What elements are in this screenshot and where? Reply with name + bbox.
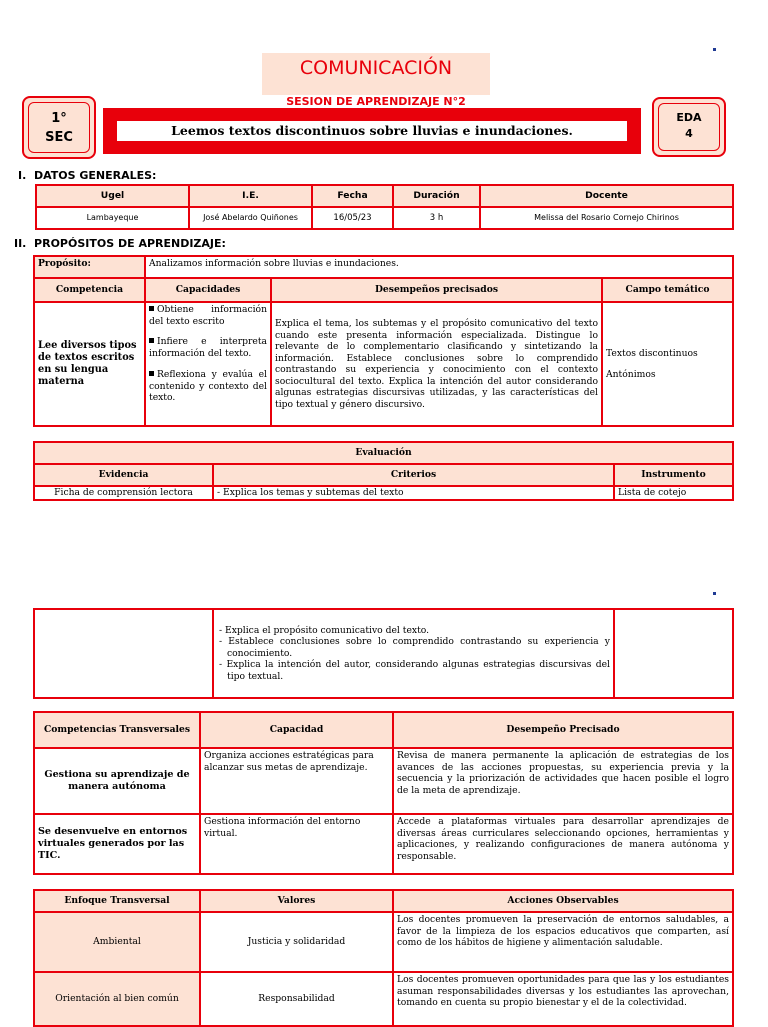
datos-generales-table <box>35 184 734 230</box>
header-acciones: Acciones Observables <box>393 890 733 912</box>
grade-label-line1: 1° <box>51 111 67 126</box>
value-duracion: 3 h <box>393 207 480 229</box>
criterios-continuation-cell <box>213 609 614 698</box>
criterio-item: - Explica el propósito comunicativo del texto. <box>219 624 430 636</box>
eda-label-line1: EDA <box>676 111 702 124</box>
header-ie: I.E. <box>189 185 312 207</box>
header-criterios: Criterios <box>213 464 614 486</box>
transversales-table <box>33 711 734 875</box>
header-docente: Docente <box>480 185 733 207</box>
capacidad-item: Obtiene información del texto escrito <box>149 304 267 327</box>
header-instrumento: Instrumento <box>614 464 733 486</box>
evidencia-cell-empty <box>34 609 213 698</box>
desempenos-cell: Explica el tema, los subtemas y el propósito comunicativo del texto cuando este presenta información especializada. Distingue lo relevante de lo complementario clasificando y sintetizando la información. Establece conclusiones sobre lo comprendido contrastando su experiencia y conocimiento con el contexto sociocultural del texto. Explica la intención del autor considerando algunas estrategias discursivas utilizadas, y las características del tipo textual y género discursivo. <box>271 302 602 426</box>
capacidades-cell <box>145 302 271 426</box>
page-title: COMUNICACIÓN <box>262 53 490 95</box>
acciones-cell: Los docentes promueven oportunidades para que las y los estudiantes asuman responsabilidades diversas y los estudiantes las aprovechan, tomando en cuenta su propio bienestar y el de la colectividad. <box>393 972 733 1026</box>
capacidad-item: Infiere e interpreta información del texto. <box>149 336 267 359</box>
grade-badge <box>22 96 96 159</box>
value-ugel: Lambayeque <box>36 207 189 229</box>
transversal-capacidad: Gestiona información del entorno virtual. <box>200 814 393 874</box>
criterio-item: - Establece conclusiones sobre lo comprendido contrastando su experiencia y conocimiento. <box>219 636 610 659</box>
transversal-competencia: Gestiona su aprendizaje de manera autónoma <box>34 748 200 814</box>
propositos-heading-text: PROPÓSITOS DE APRENDIZAJE: <box>34 237 226 250</box>
eda-label-line2: 4 <box>685 127 693 140</box>
transversal-desempeno: Accede a plataformas virtuales para desarrollar aprendizajes de diversas áreas curriculares seleccionando opciones, herramientas y aplicaciones, y realizando configuraciones de manera autónoma y responsable. <box>393 814 733 874</box>
proposito-label: Propósito: <box>34 256 145 278</box>
header-campo: Campo temático <box>602 278 733 302</box>
campo-cell <box>602 302 733 426</box>
header-desempeno-precisado: Desempeño Precisado <box>393 712 733 748</box>
criterio-cell: - Explica los temas y subtemas del texto <box>213 486 614 500</box>
header-duracion: Duración <box>393 185 480 207</box>
propositos-heading <box>14 237 226 250</box>
header-competencia: Competencia <box>34 278 145 302</box>
eda-badge <box>652 97 726 157</box>
valores-cell: Responsabilidad <box>200 972 393 1026</box>
criterio-item: - Explica la intención del autor, considerando algunas estrategias discursivas del tipo textual. <box>219 659 610 682</box>
header-capacidad: Capacidad <box>200 712 393 748</box>
propositos-table <box>33 255 734 427</box>
header-ugel: Ugel <box>36 185 189 207</box>
enfoque-cell: Orientación al bien común <box>34 972 200 1026</box>
header-capacidades: Capacidades <box>145 278 271 302</box>
evaluacion-table <box>33 441 734 501</box>
instrumento-cell-empty <box>614 609 733 698</box>
propositos-heading-number: II. <box>14 237 27 250</box>
proposito-text: Analizamos información sobre lluvias e inundaciones. <box>145 256 733 278</box>
transversal-desempeno: Revisa de manera permanente la aplicación de estrategias de los avances de las acciones propuestas, su experiencia previa y la secuencia y la priorización de actividades que hacen posible el logro de la meta de aprendizaje. <box>393 748 733 814</box>
datos-heading-text: DATOS GENERALES: <box>33 169 157 182</box>
competencia-cell: Lee diversos tipos de textos escritos en su lengua materna <box>34 302 145 426</box>
transversal-competencia: Se desenvuelve en entornos virtuales generados por las TIC. <box>34 814 200 874</box>
session-title: Leemos textos discontinuos sobre lluvias e inundaciones. <box>117 121 627 141</box>
header-fecha: Fecha <box>312 185 393 207</box>
header-enfoque: Enfoque Transversal <box>34 890 200 912</box>
campo-item: Textos discontinuos <box>606 348 698 359</box>
valores-cell: Justicia y solidaridad <box>200 912 393 972</box>
instrumento-cell: Lista de cotejo <box>614 486 733 500</box>
capacidad-item: Reflexiona y evalúa el contenido y contexto del texto. <box>149 369 267 403</box>
datos-heading-number: I. <box>18 169 27 182</box>
session-title-banner <box>103 108 641 154</box>
evaluacion-continuation-table <box>33 608 734 699</box>
enfoques-table <box>33 889 734 1027</box>
campo-item: Antónimos <box>606 368 656 380</box>
header-valores: Valores <box>200 890 393 912</box>
page-marker-dot <box>713 48 716 51</box>
value-ie: José Abelardo Quiñones <box>189 207 312 229</box>
grade-label-line2: SEC <box>45 130 73 145</box>
header-desempenos: Desempeños precisados <box>271 278 602 302</box>
evidencia-cell: Ficha de comprensión lectora <box>34 486 213 500</box>
transversal-capacidad: Organiza acciones estratégicas para alcanzar sus metas de aprendizaje. <box>200 748 393 814</box>
datos-heading <box>18 169 156 182</box>
session-subtitle: SESION DE APRENDIZAJE N°2 <box>286 95 466 108</box>
header-competencias-transversales: Competencias Transversales <box>34 712 200 748</box>
acciones-cell: Los docentes promueven la preservación de entornos saludables, a favor de la limpieza de los espacios educativos que comparten, así como de los hábitos de higiene y alimentación saludable. <box>393 912 733 972</box>
evaluacion-title: Evaluación <box>34 442 733 464</box>
enfoque-cell: Ambiental <box>34 912 200 972</box>
header-evidencia: Evidencia <box>34 464 213 486</box>
page-marker-dot <box>713 592 716 595</box>
value-fecha: 16/05/23 <box>312 207 393 229</box>
value-docente: Melissa del Rosario Cornejo Chirinos <box>480 207 733 229</box>
